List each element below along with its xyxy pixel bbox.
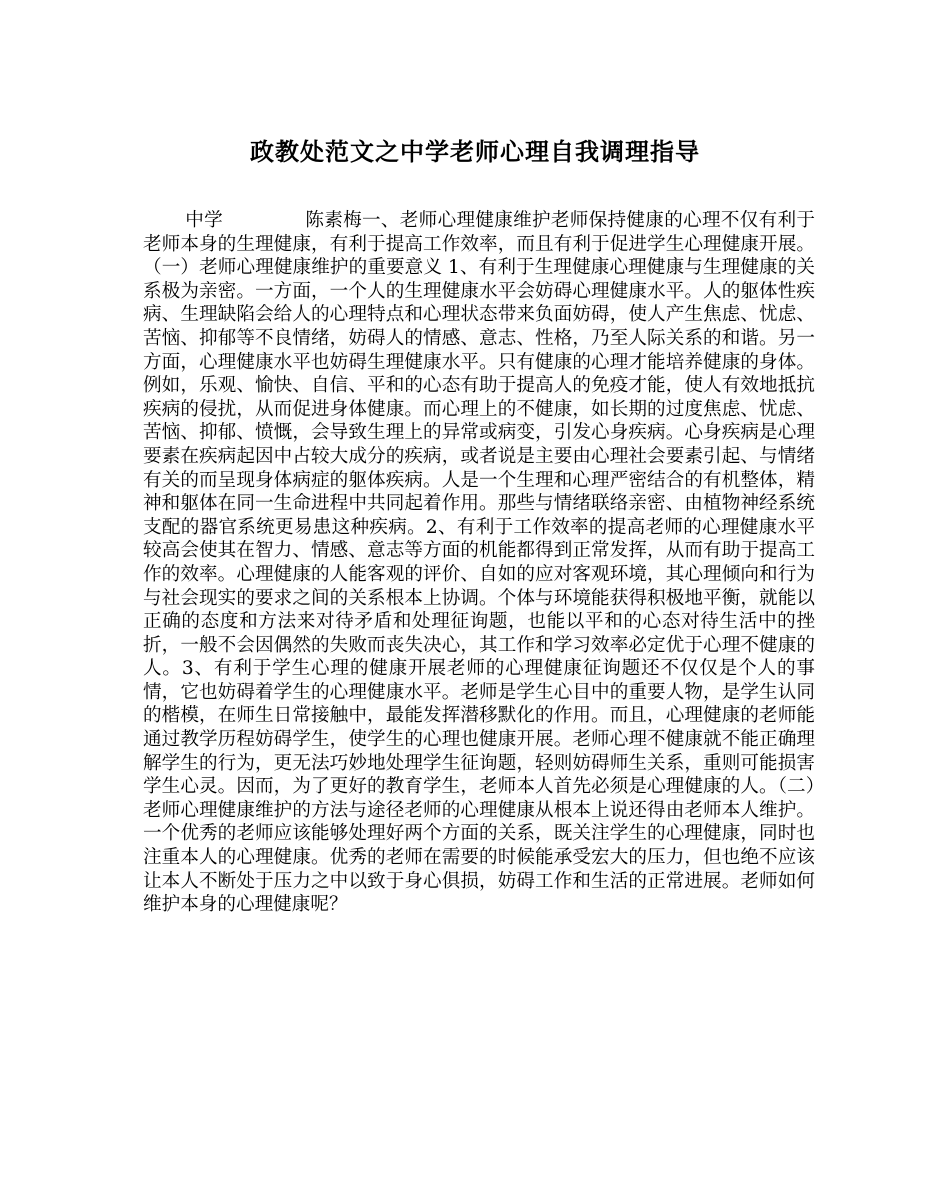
body-paragraph: 陈素梅一、老师心理健康维护老师保持健康的心理不仅有利于老师本身的生理健康，有利于提高工作效率，而且有利于促进学生心理健康开展。（一）老师心理健康维护的重要意义 1、有利于生理健康心理健康与生理健康的关系极为亲密。一方面，一个人的生理健康水平会妨碍心理健康水平。人的躯体性疾病、生理缺陷会给人的心理特点和心理状态带来负面妨碍，使人产生焦虑、忧虑、苦恼、抑郁等不良情绪，妨碍人的情感、意志、性格，乃至人际关系的和谐。另一方面，心理健康水平也妨碍生理健康水平。只有健康的心理才能培养健康的身体。例如，乐观、愉快、自信、平和的心态有助于提高人的免疫才能，使人有效地抵抗疾病的侵扰，从而促进身体健康。而心理上的不健康，如长期的过度焦虑、忧虑、苦恼、抑郁、愤慨，会导致生理上的异常或病变，引发心身疾病。心身疾病是心理要素在疾病起因中占较大成分的疾病，或者说是主要由心理社会要素引起、与情绪有关的而呈现身体病症的躯体疾病。人是一个生理和心理严密结合的有机整体，精神和躯体在同一生命进程中共同起着作用。那些与情绪联络亲密、由植物神经系统支配的器官系统更易患这种疾病。2、有利于工作效率的提高老师的心理健康水平较高会使其在智力、情感、意志等方面的机能都得到正常发挥，从而有助于提高工作的效率。心理健康的人能客观的评价、自如的应对客观环境，其心理倾向和行为与社会现实的要求之间的关系根本上协调。个体与环境能获得积极地平衡，就能以正确的态度和方法来对待矛盾和处理征询题，也能以平和的心态对待生活中的挫折，一般不会因偶然的失败而丧失决心，其工作和学习效率必定优于心理不健康的人。3、有利于学生心理的健康开展老师的心理健康征询题还不仅仅是个人的事情，它也妨碍着学生的心理健康水平。老师是学生心目中的重要人物，是学生认同的楷模，在师生日常接触中，最能发挥潜移默化的作用。而且，心理健康的老师能通过教学历程妨碍学生，使学生的心理也健康开展。老师心理不健康就不能正确理解学生的行为，更无法巧妙地处理学生征询题，轻则妨碍师生关系，重则可能损害学生心灵。因而，为了更好的教育学生，老师本人首先必须是心理健康的人。（二）老师心理健康维护的方法与途径老师的心理健康从根本上说还得由老师本人维护。一个优秀的老师应该能够处理好两个方面的关系，既关注学生的心理健康，同时也注重本人的心理健康。优秀的老师在需要的时候能承受宏大的压力，但也绝不应该让本人不断处于压力之中以致于身心俱损，妨碍工作和生活的正常进展。老师如何维护本身的心理健康呢？	[143, 210, 815, 916]
document-body	[143, 209, 815, 917]
document-title: 政教处范文之中学老师心理自我调理指导	[250, 137, 700, 166]
school-label: 中学	[185, 210, 224, 231]
